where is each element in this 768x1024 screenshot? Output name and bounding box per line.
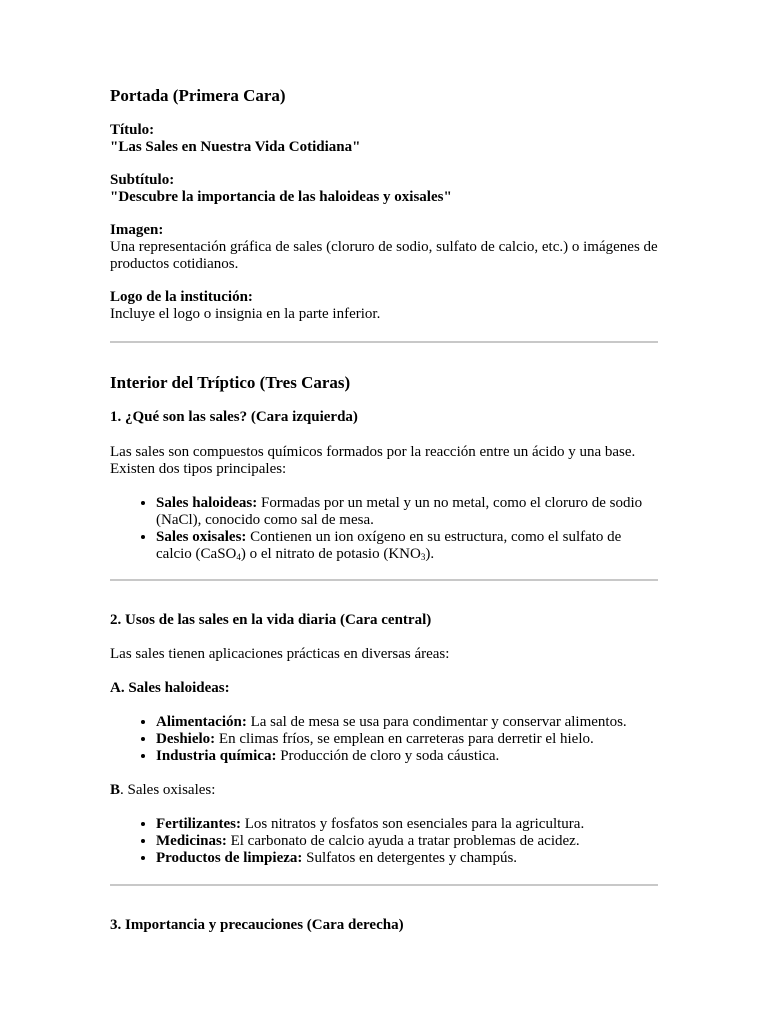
portada-heading: Portada (Primera Cara) — [110, 86, 286, 105]
divider — [110, 579, 658, 581]
subtitulo-value: "Descubre la importancia de las haloideas y oxisales" — [110, 189, 452, 205]
group-a-label: A. Sales haloideas: — [110, 680, 230, 696]
group-b-rest: . Sales oxisales: — [120, 782, 216, 798]
imagen-label: Imagen: — [110, 222, 164, 238]
interior-heading: Interior del Tríptico (Tres Caras) — [110, 373, 351, 392]
divider — [110, 341, 658, 343]
section3-title: 3. Importancia y precauciones (Cara derecha) — [110, 917, 404, 933]
titulo-label: Título: — [110, 122, 155, 138]
section1-intro: Las sales son compuestos químicos formados por la reacción entre un ácido y una base. Existen dos tipos principales: — [110, 444, 636, 477]
group-a-list — [110, 714, 658, 765]
section1-title: 1. ¿Qué son las sales? (Cara izquierda) — [110, 409, 358, 425]
item-text: Producción de cloro y soda cáustica. — [276, 748, 500, 764]
item-term: Alimentación: — [156, 714, 247, 730]
group-b-label — [110, 782, 658, 799]
list-item — [156, 748, 658, 765]
subtitulo-label: Subtítulo: — [110, 172, 175, 188]
imagen-text: Una representación gráfica de sales (cloruro de sodio, sulfato de calcio, etc.) o imágenes de productos cotidianos. — [110, 239, 658, 272]
section1-list — [110, 495, 658, 563]
list-item — [156, 731, 658, 748]
item-term: Industria química: — [156, 748, 277, 764]
item-term: Medicinas: — [156, 833, 227, 849]
item-term: Productos de limpieza: — [156, 850, 303, 866]
item-text: Contienen un ion oxígeno en su estructura, como el sulfato de calcio (CaSO — [156, 529, 622, 562]
logo-block — [110, 289, 658, 323]
subscript: 4 — [236, 552, 241, 562]
list-item — [156, 529, 658, 563]
list-item — [156, 833, 658, 850]
imagen-block — [110, 222, 658, 273]
item-text: Los nitratos y fosfatos son esenciales para la agricultura. — [240, 816, 585, 832]
item-text: La sal de mesa se usa para condimentar y conservar alimentos. — [246, 714, 627, 730]
document-page — [110, 86, 658, 934]
titulo-value: "Las Sales en Nuestra Vida Cotidiana" — [110, 139, 361, 155]
group-b-letter: B — [110, 782, 121, 798]
list-item — [156, 816, 658, 833]
item-text: Sulfatos en detergentes y champús. — [302, 850, 518, 866]
item-text: ) o el nitrato de potasio (KNO — [240, 546, 421, 562]
item-text: En climas fríos, se emplean en carreteras para derretir el hielo. — [215, 731, 594, 747]
item-term: Sales oxisales: — [156, 529, 247, 545]
item-term: Deshielo: — [156, 731, 216, 747]
item-term: Sales haloideas: — [156, 495, 258, 511]
logo-label: Logo de la institución: — [110, 289, 253, 305]
titulo-block — [110, 122, 658, 156]
subtitulo-block — [110, 172, 658, 206]
subscript: 3 — [420, 552, 426, 562]
section2-title: 2. Usos de las sales en la vida diaria (Cara central) — [110, 612, 432, 628]
item-text: ). — [425, 546, 435, 562]
logo-text: Incluye el logo o insignia en la parte inferior. — [110, 306, 381, 322]
list-item — [156, 495, 658, 529]
section2-intro: Las sales tienen aplicaciones prácticas en diversas áreas: — [110, 646, 450, 662]
item-term: Fertilizantes: — [156, 816, 241, 832]
item-text: Formadas por un metal y un no metal, como el cloruro de sodio (NaCl), conocido como sal de mesa. — [156, 495, 643, 528]
list-item — [156, 850, 658, 867]
list-item — [156, 714, 658, 731]
divider — [110, 884, 658, 886]
group-b-list — [110, 816, 658, 867]
item-text: El carbonato de calcio ayuda a tratar problemas de acidez. — [226, 833, 580, 849]
